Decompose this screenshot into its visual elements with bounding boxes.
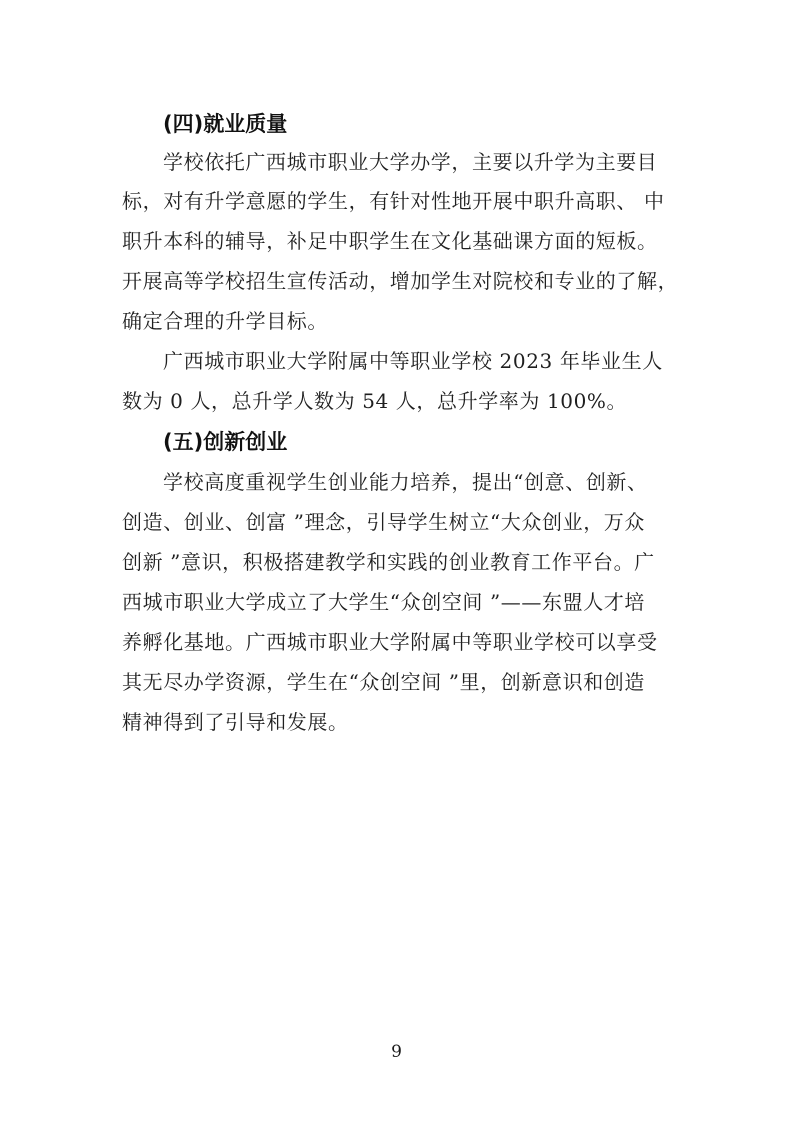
- text-line: 其无尽办学资源，学生在“众创空间 ”里，创新意识和创造: [122, 670, 646, 694]
- text-line: 学校高度重视学生创业能力培养，提出“创意、创新、: [163, 470, 648, 494]
- text-line: 学校依托广西城市职业大学办学，主要以升学为主要目: [163, 150, 658, 174]
- text-line: 养孵化基地。广西城市职业大学附属中等职业学校可以享受: [122, 630, 658, 654]
- text-line: 数为 0 人，总升学人数为 54 人，总升学率为 100%。: [122, 389, 628, 413]
- text-line: 开展高等学校招生宣传活动，增加学生对院校和专业的了解，: [122, 269, 679, 293]
- text-line: 精神得到了引导和发展。: [122, 710, 349, 734]
- text-line: 确定合理的升学目标。: [122, 309, 328, 333]
- section-heading-innovation-entrepreneurship: (五)创新创业: [163, 430, 288, 454]
- text-line: 标，对有升学意愿的学生，有针对性地开展中职升高职、 中: [122, 189, 665, 213]
- section-heading-employment-quality: (四)就业质量: [163, 112, 288, 136]
- text-line: 创造、创业、创富 ”理念，引导学生树立“大众创业，万众: [122, 510, 646, 534]
- text-line: 广西城市职业大学附属中等职业学校 2023 年毕业生人: [163, 349, 663, 373]
- text-line: 西城市职业大学成立了大学生“众创空间 ”——东盟人才培: [122, 590, 646, 614]
- page-number: 9: [391, 1042, 402, 1062]
- text-line: 创新 ”意识，积极搭建教学和实践的创业教育工作平台。广: [122, 550, 655, 574]
- text-line: 职升本科的辅导，补足中职学生在文化基础课方面的短板。: [122, 229, 658, 253]
